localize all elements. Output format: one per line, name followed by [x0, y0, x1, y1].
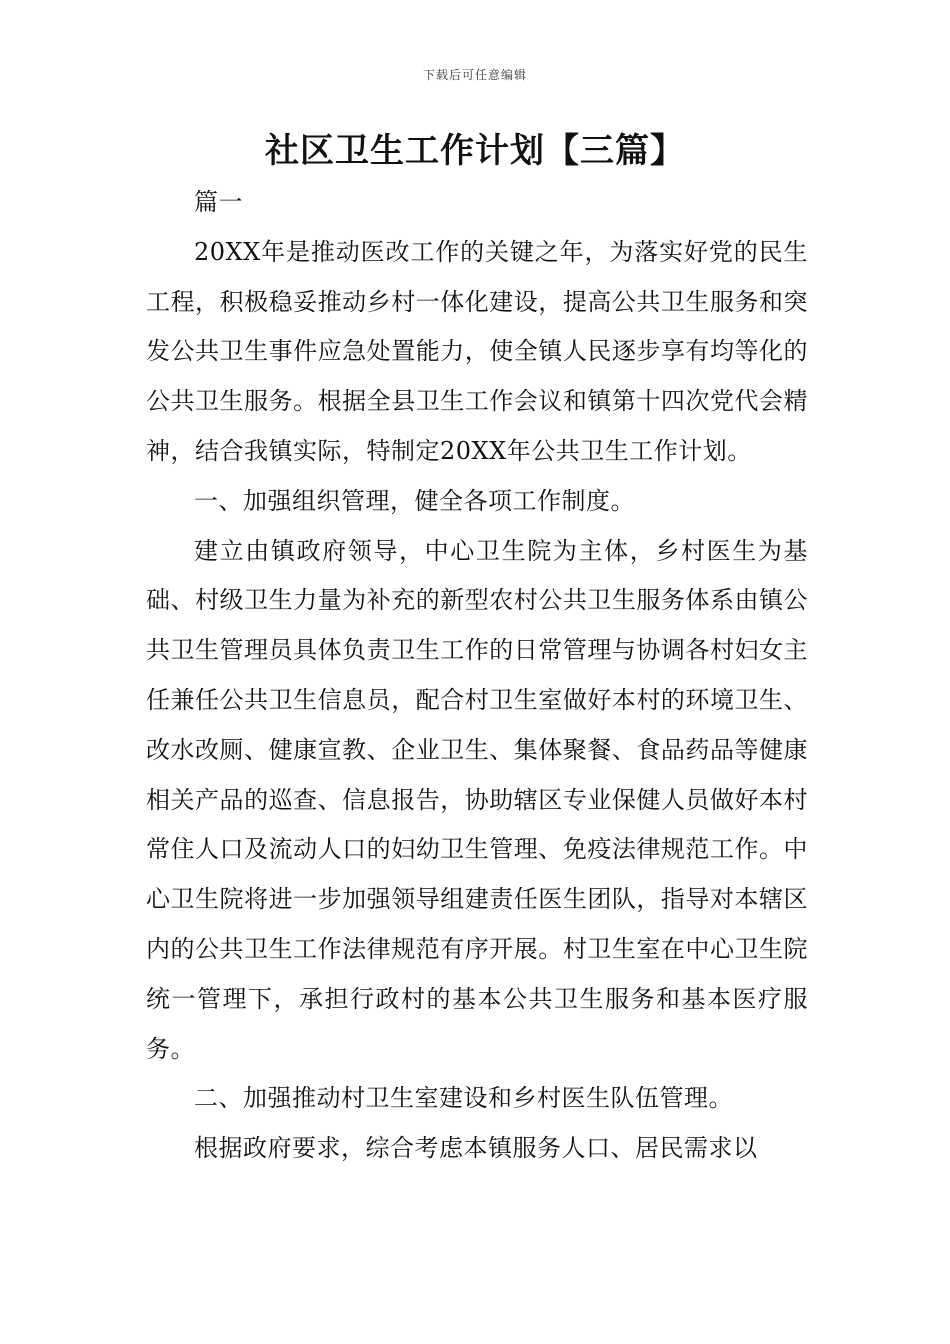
paragraph-section-2: 根据政府要求，综合考虑本镇服务人口、居民需求以: [194, 1134, 758, 1163]
paragraph-section-1: 建立由镇政府领导，中心卫生院为主体，乡村医生为基础、村级卫生力量为补充的新型农村公共卫生服务体系由镇公共卫生管理员具体负责卫生工作的日常管理与协调各村妇女主任兼任公共卫生信息员，配合村卫生室做好本村的环境卫生、改水改厕、健康宣教、企业卫生、集体聚餐、食品药品等健康相关产品的巡查、信息报告，协助辖区专业保健人员做好本村常住人口及流动人口的妇幼卫生管理、免疫法律规范工作。中心卫生院将进一步加强领导组建责任医生团队，指导对本辖区内的公共卫生工作法律规范有序开展。村卫生室在中心卫生院统一管理下，承担行政村的基本公共卫生服务和基本医疗服务。: [146, 536, 808, 1063]
document-body: [146, 178, 808, 1174]
section-label: 篇一: [194, 188, 243, 216]
header-note: 下载后可任意编辑: [422, 68, 527, 82]
section-heading-2: 二、加强推动村卫生室建设和乡村医生队伍管理。: [194, 1084, 733, 1113]
section-heading-1: 一、加强组织管理，健全各项工作制度。: [194, 486, 635, 515]
paragraph-intro: 20XX年是推动医改工作的关键之年，为落实好党的民生工程，积极稳妥推动乡村一体化建设，提高公共卫生服务和突发公共卫生事件应急处置能力，使全镇人民逐步享有均等化的公共卫生服务。根据全县卫生工作会议和镇第十四次党代会精神，结合我镇实际，特制定20XX年公共卫生工作计划。: [146, 237, 808, 465]
document-title: 社区卫生工作计划【三篇】: [265, 131, 685, 171]
